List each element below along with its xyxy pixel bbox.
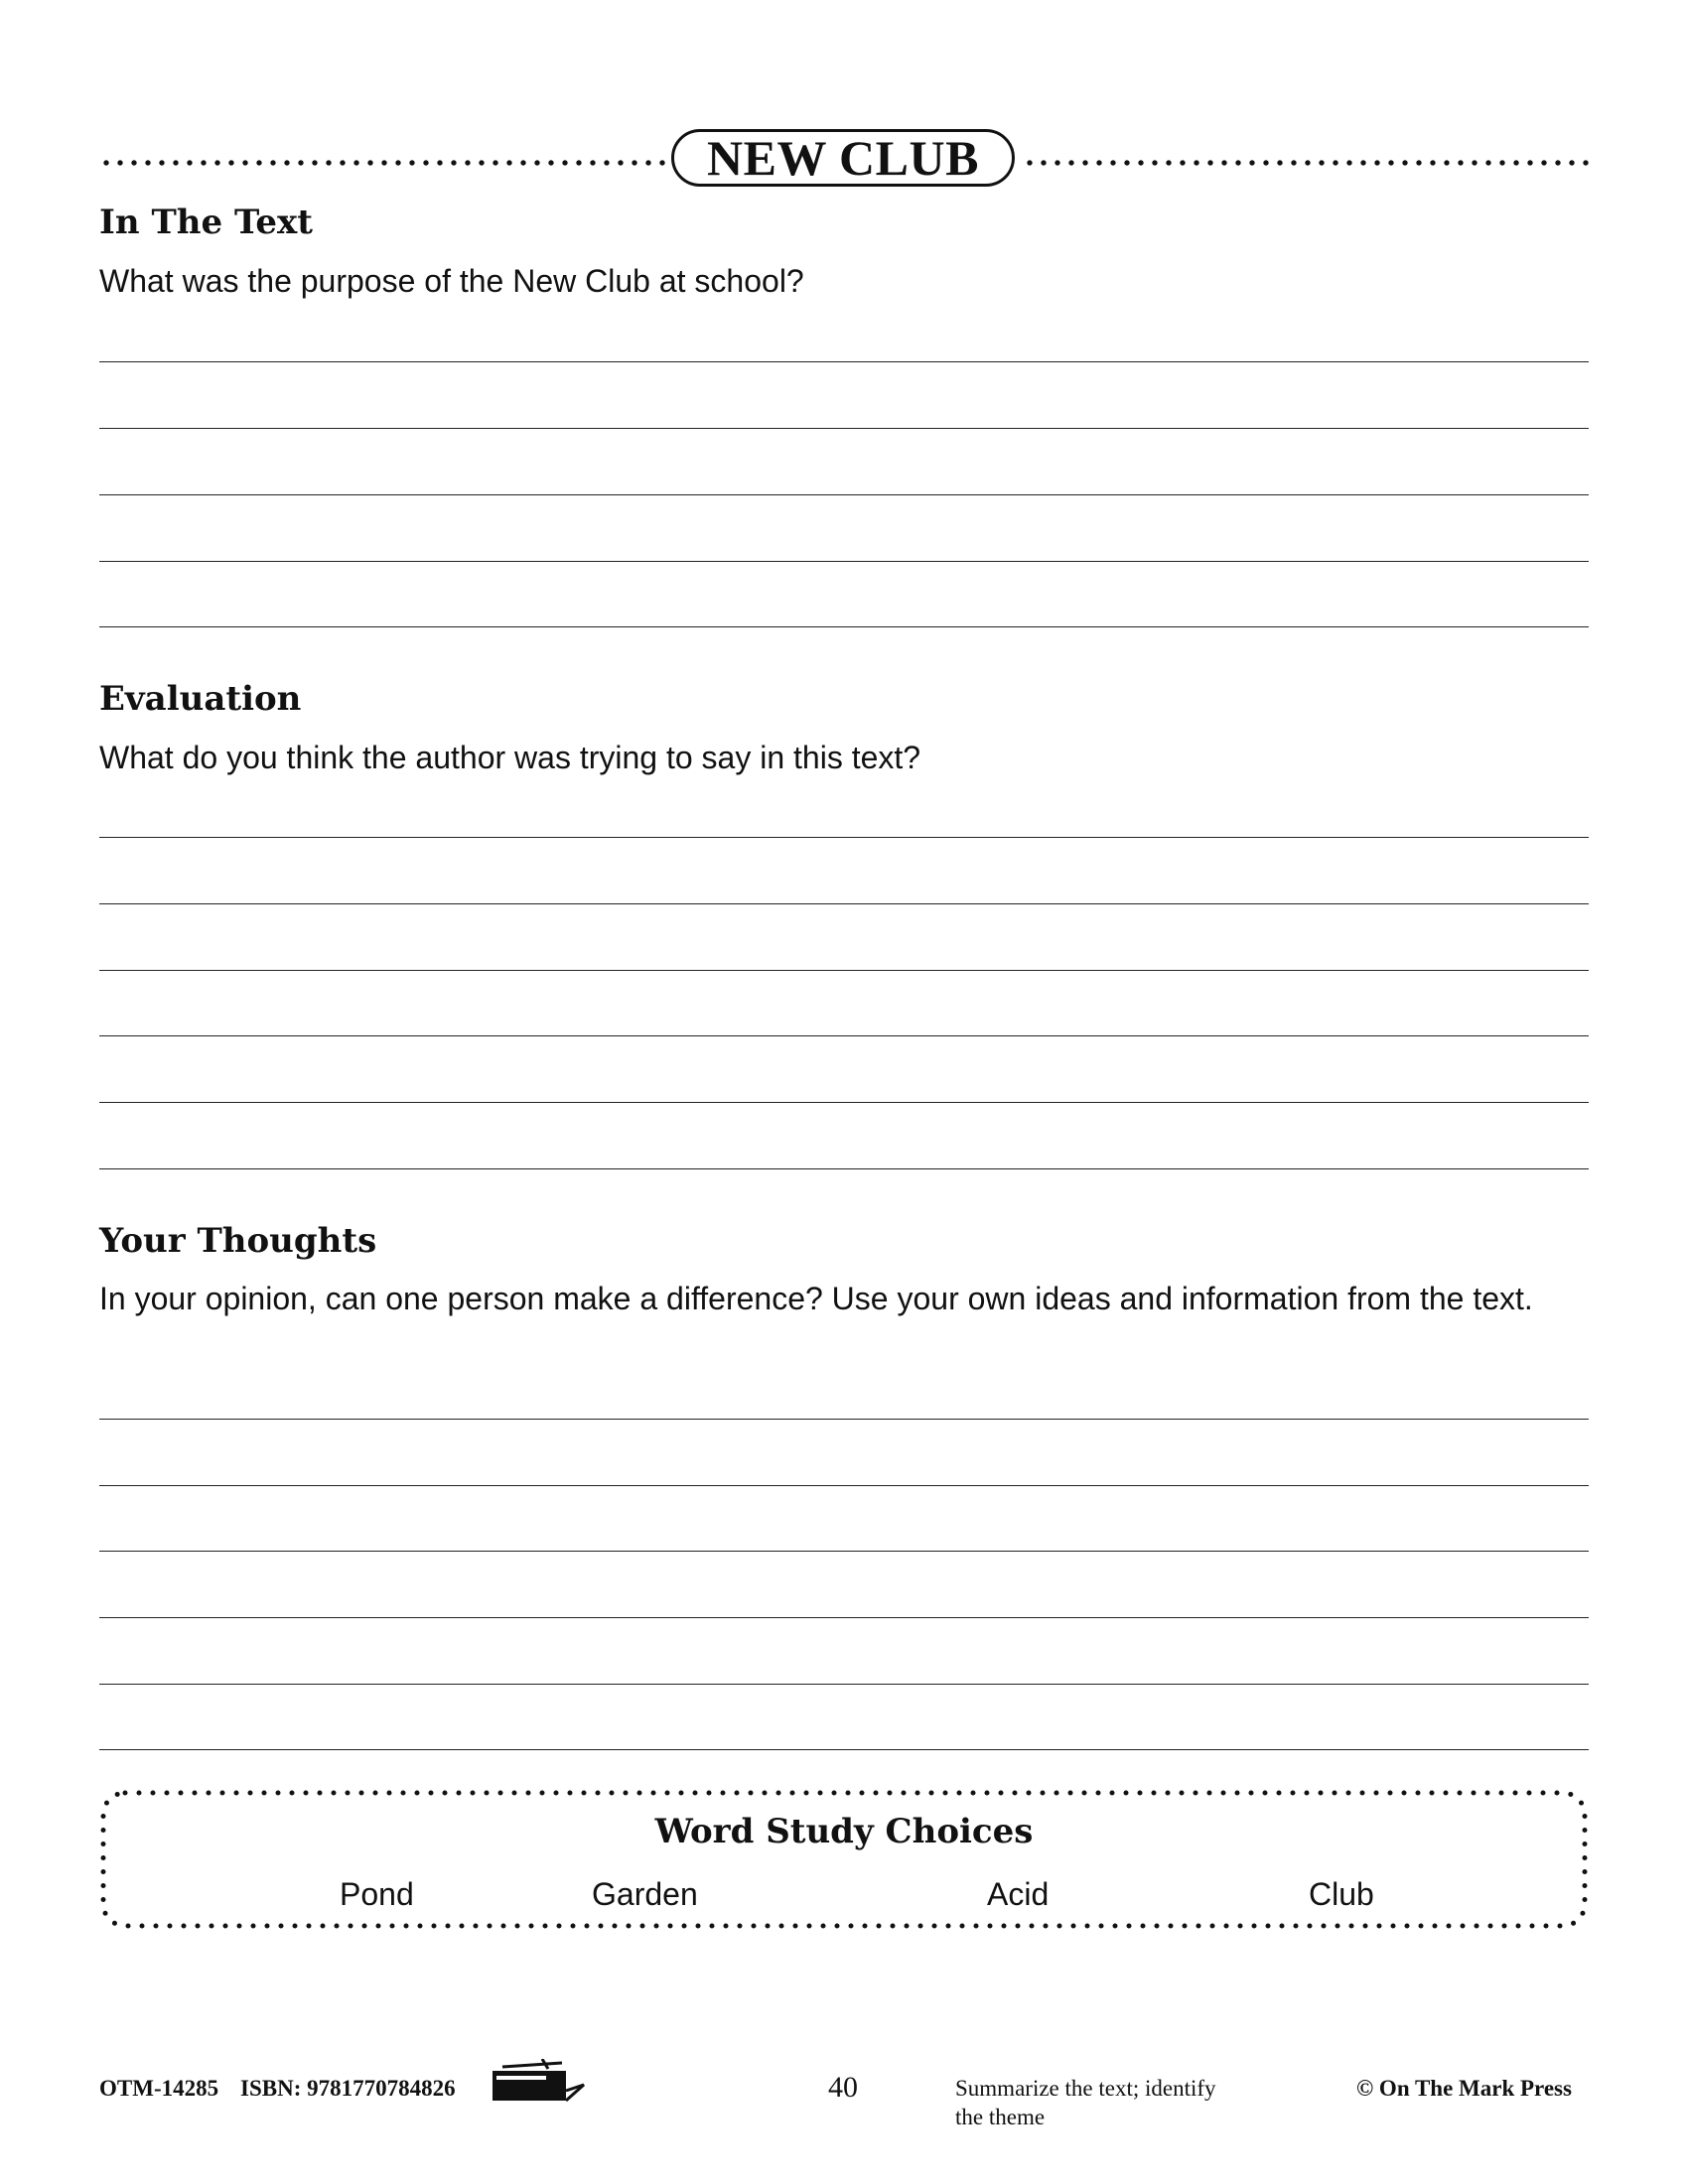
- page-number: 40: [828, 2071, 858, 2104]
- answer-line[interactable]: [99, 1617, 1589, 1618]
- answer-line[interactable]: [99, 970, 1589, 971]
- section-heading-your-thoughts: Your Thoughts: [99, 1221, 377, 1261]
- page-title: NEW CLUB: [671, 129, 1015, 187]
- word-choice-acid: Acid: [987, 1876, 1050, 1912]
- question-evaluation: What do you think the author was trying to say in this text?: [99, 740, 921, 775]
- word-choice-pond: Pond: [340, 1876, 414, 1912]
- section-heading-in-the-text: In The Text: [99, 203, 313, 242]
- answer-line[interactable]: [99, 1485, 1589, 1486]
- product-code: OTM-14285: [99, 2076, 219, 2101]
- word-study-title: Word Study Choices: [654, 1812, 1034, 1851]
- word-study-box: [99, 1787, 1589, 1932]
- answer-line[interactable]: [99, 1035, 1589, 1036]
- question-your-thoughts: In your opinion, can one person make a difference? Use your own ideas and information from the text.: [99, 1281, 1533, 1316]
- question-in-the-text: What was the purpose of the New Club at school?: [99, 263, 804, 299]
- answer-line[interactable]: [99, 837, 1589, 838]
- answer-line[interactable]: [99, 903, 1589, 904]
- answer-line[interactable]: [99, 561, 1589, 562]
- answer-line[interactable]: [99, 1419, 1589, 1420]
- photocopier-icon: [491, 2059, 590, 2107]
- answer-line[interactable]: [99, 494, 1589, 495]
- word-choice-club: Club: [1309, 1876, 1374, 1912]
- answer-line[interactable]: [99, 1684, 1589, 1685]
- answer-line[interactable]: [99, 428, 1589, 429]
- answer-line[interactable]: [99, 626, 1589, 627]
- isbn: ISBN: 9781770784826: [240, 2076, 456, 2101]
- objective-line-2: the theme: [955, 2105, 1046, 2129]
- answer-line[interactable]: [99, 1749, 1589, 1750]
- answer-line[interactable]: [99, 1551, 1589, 1552]
- title-dotted-rule-left: [99, 159, 665, 167]
- title-dotted-rule-right: [1023, 159, 1593, 167]
- copyright: © On The Mark Press: [1356, 2076, 1572, 2101]
- answer-line[interactable]: [99, 1102, 1589, 1103]
- answer-line[interactable]: [99, 361, 1589, 362]
- word-choice-garden: Garden: [592, 1876, 698, 1912]
- answer-line[interactable]: [99, 1168, 1589, 1169]
- section-heading-evaluation: Evaluation: [99, 679, 302, 719]
- objective-line-1: Summarize the text; identify: [955, 2076, 1216, 2101]
